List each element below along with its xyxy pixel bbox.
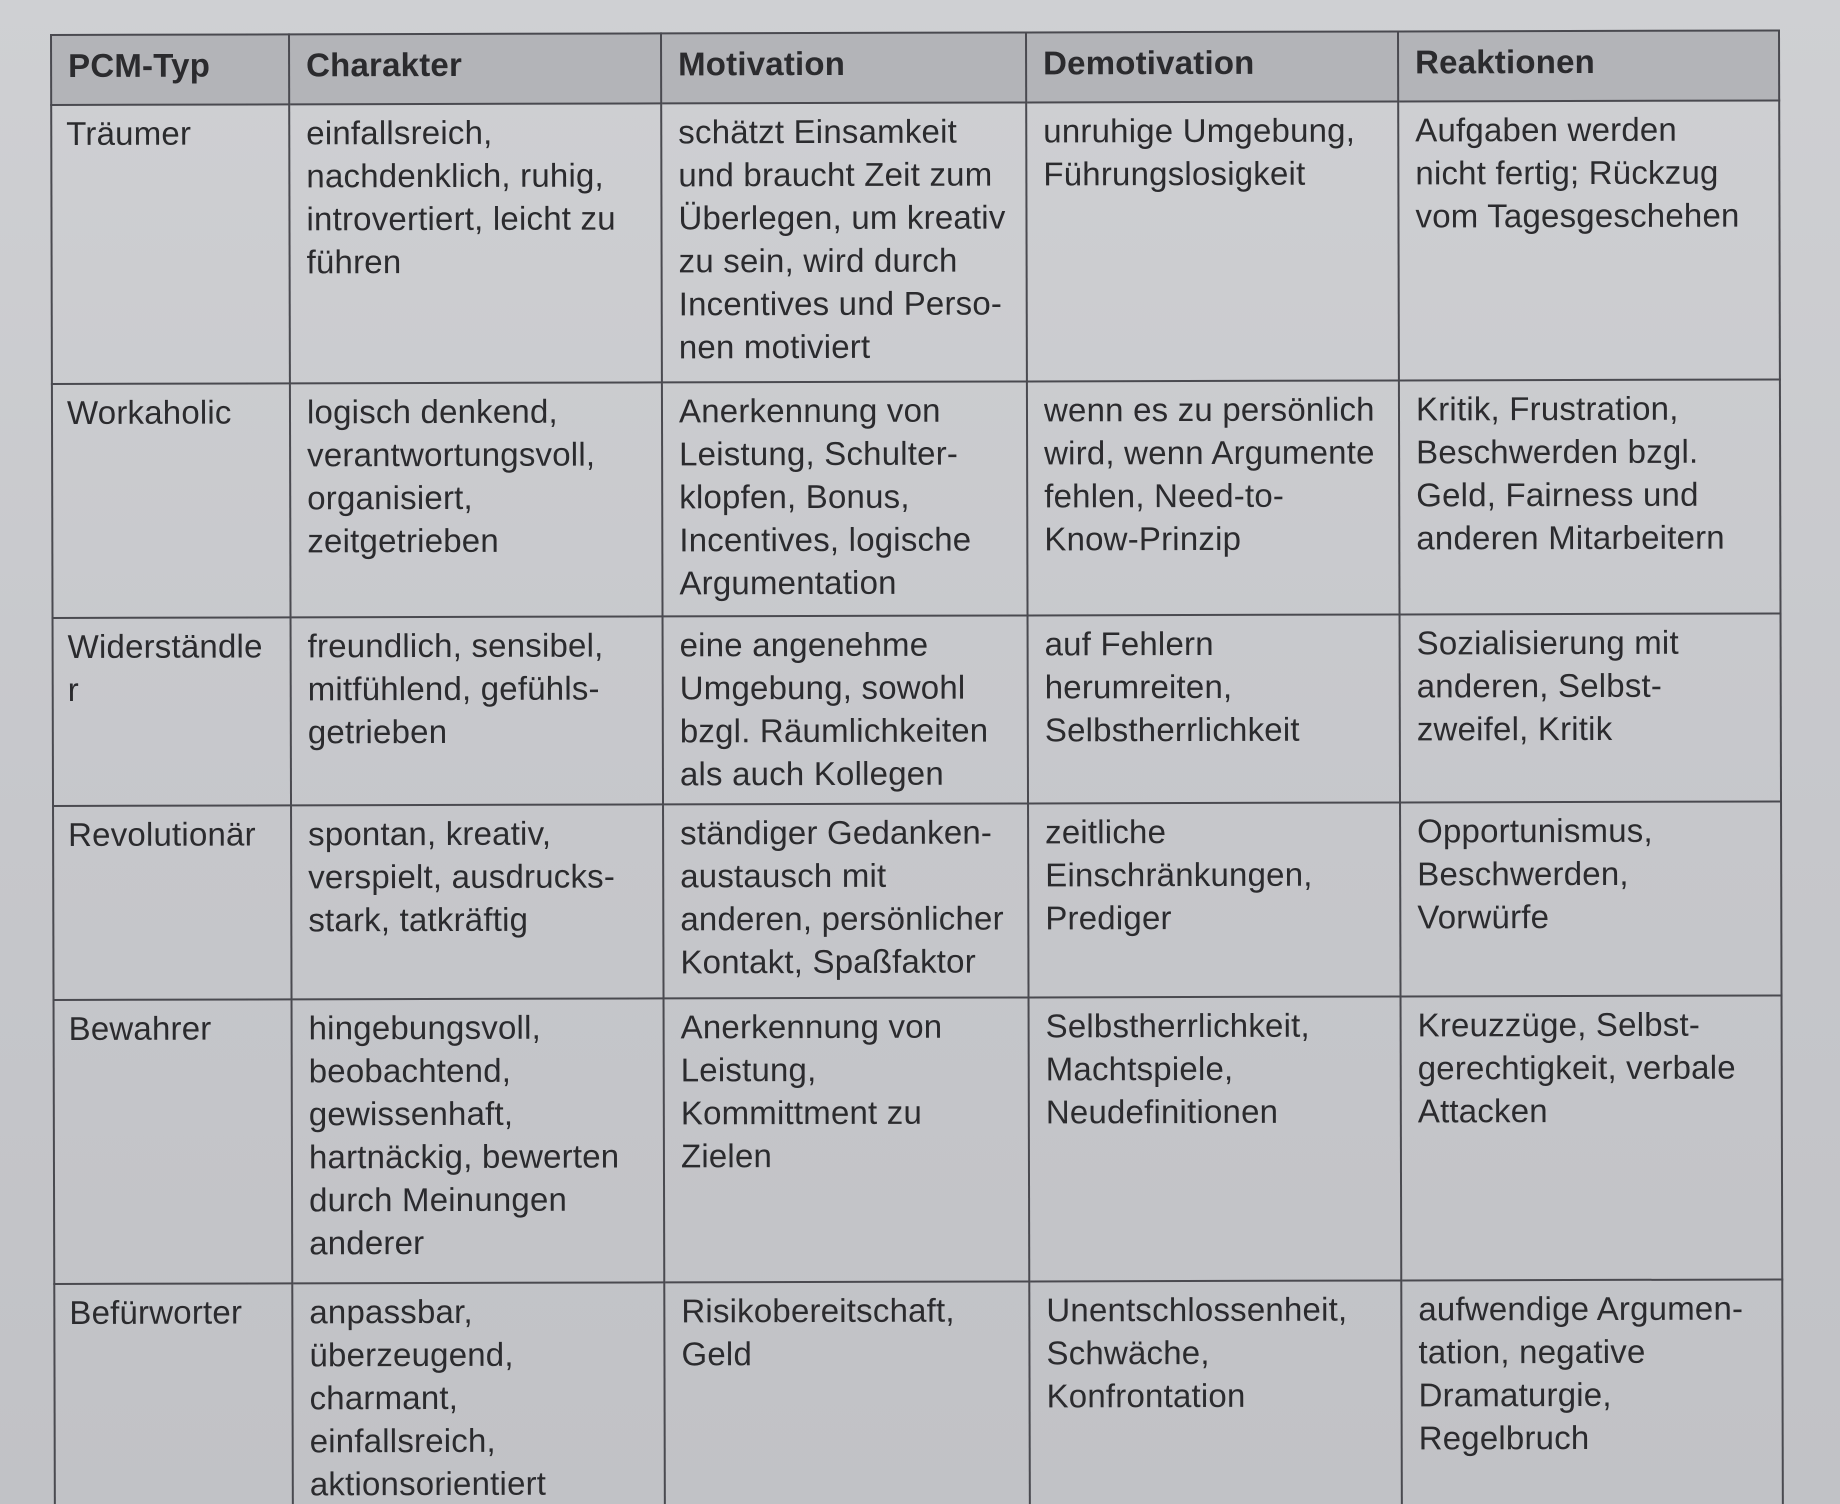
header-reaktionen: Reaktionen — [1398, 30, 1779, 101]
table-row — [52, 379, 1781, 618]
cell-pcm-typ: Bewahrer — [54, 999, 293, 1284]
header-demotivation: Demotivation — [1026, 31, 1398, 102]
cell-reaktionen: Kritik, Frustration, Beschwerden bzgl. Geld, Fairness und anderen Mitarbeitern — [1399, 379, 1781, 614]
cell-pcm-typ: Workaholic — [52, 383, 291, 618]
cell-charakter: anpassbar, überzeugend, charmant, einfallsreich, aktionsorientiert — [292, 1282, 665, 1504]
header-pcm-typ: PCM-Typ — [51, 34, 289, 105]
table-row — [54, 995, 1783, 1284]
cell-reaktionen: Aufgaben werden nicht fertig; Rückzug vom Tagesgeschehen — [1398, 100, 1780, 380]
cell-charakter: hingebungsvoll, beobachtend, gewissenhaft, hartnäckig, bewerten durch Meinungen anderer — [292, 998, 665, 1283]
table-row — [53, 613, 1781, 806]
header-charakter: Charakter — [289, 33, 661, 104]
cell-pcm-typ: Befürworter — [54, 1283, 293, 1504]
cell-pcm-typ: Widerständler — [53, 617, 291, 806]
cell-demotivation: auf Fehlern herumreiten, Selbstherrlichkeit — [1028, 614, 1400, 803]
cell-motivation: Anerkennung von Leistung, Schulter- klopfen, Bonus, Incentives, logische Argumentation — [662, 381, 1028, 616]
cell-charakter: freundlich, sensibel, mitfühlend, gefühls- getrieben — [291, 616, 663, 805]
table-row — [53, 801, 1782, 1000]
header-motivation: Motivation — [661, 32, 1026, 103]
cell-charakter: logisch denkend, verantwortungsvoll, organisiert, zeitgetrieben — [290, 382, 663, 617]
cell-pcm-typ: Revolutionär — [53, 805, 292, 1000]
cell-demotivation: Selbstherrlichkeit, Machtspiele, Neudefinitionen — [1029, 996, 1402, 1281]
cell-reaktionen: Opportunismus, Beschwerden, Vorwürfe — [1400, 801, 1782, 996]
cell-demotivation: wenn es zu persönlich wird, wenn Argumente fehlen, Need-to- Know-Prinzip — [1027, 380, 1400, 615]
cell-reaktionen: aufwendige Argumen- tation, negative Dramaturgie, Regelbruch — [1401, 1279, 1783, 1504]
cell-motivation: Anerkennung von Leistung, Kommittment zu Zielen — [664, 997, 1030, 1282]
cell-motivation: Risikobereitschaft, Geld — [664, 1281, 1030, 1504]
cell-charakter: einfallsreich, nachdenklich, ruhig, introvertiert, leicht zu führen — [289, 103, 662, 383]
cell-motivation: ständiger Gedanken- austausch mit anderen, persönlicher Kontakt, Spaßfaktor — [663, 803, 1029, 998]
cell-motivation: schätzt Einsamkeit und braucht Zeit zum Überlegen, um kreativ zu sein, wird durch Incentives und Perso- nen motiviert — [661, 102, 1027, 382]
header-row — [51, 30, 1779, 105]
cell-charakter: spontan, kreativ, verspielt, ausdrucks- stark, tatkräftig — [291, 804, 664, 999]
cell-demotivation: Unentschlossenheit, Schwäche, Konfrontation — [1029, 1280, 1402, 1504]
cell-demotivation: unruhige Umgebung, Führungslosigkeit — [1026, 101, 1399, 381]
cell-pcm-typ: Träumer — [51, 104, 290, 384]
cell-motivation: eine angenehme Umgebung, sowohl bzgl. Räumlichkeiten als auch Kollegen — [663, 615, 1028, 804]
cell-reaktionen: Kreuzzüge, Selbst- gerechtigkeit, verbale Attacken — [1401, 995, 1783, 1280]
table-row — [54, 1279, 1783, 1504]
cell-reaktionen: Sozialisierung mit anderen, Selbst- zweifel, Kritik — [1400, 613, 1781, 802]
cell-demotivation: zeitliche Einschränkungen, Prediger — [1028, 802, 1401, 997]
pcm-type-table — [50, 29, 1784, 1504]
table-row — [51, 100, 1780, 384]
